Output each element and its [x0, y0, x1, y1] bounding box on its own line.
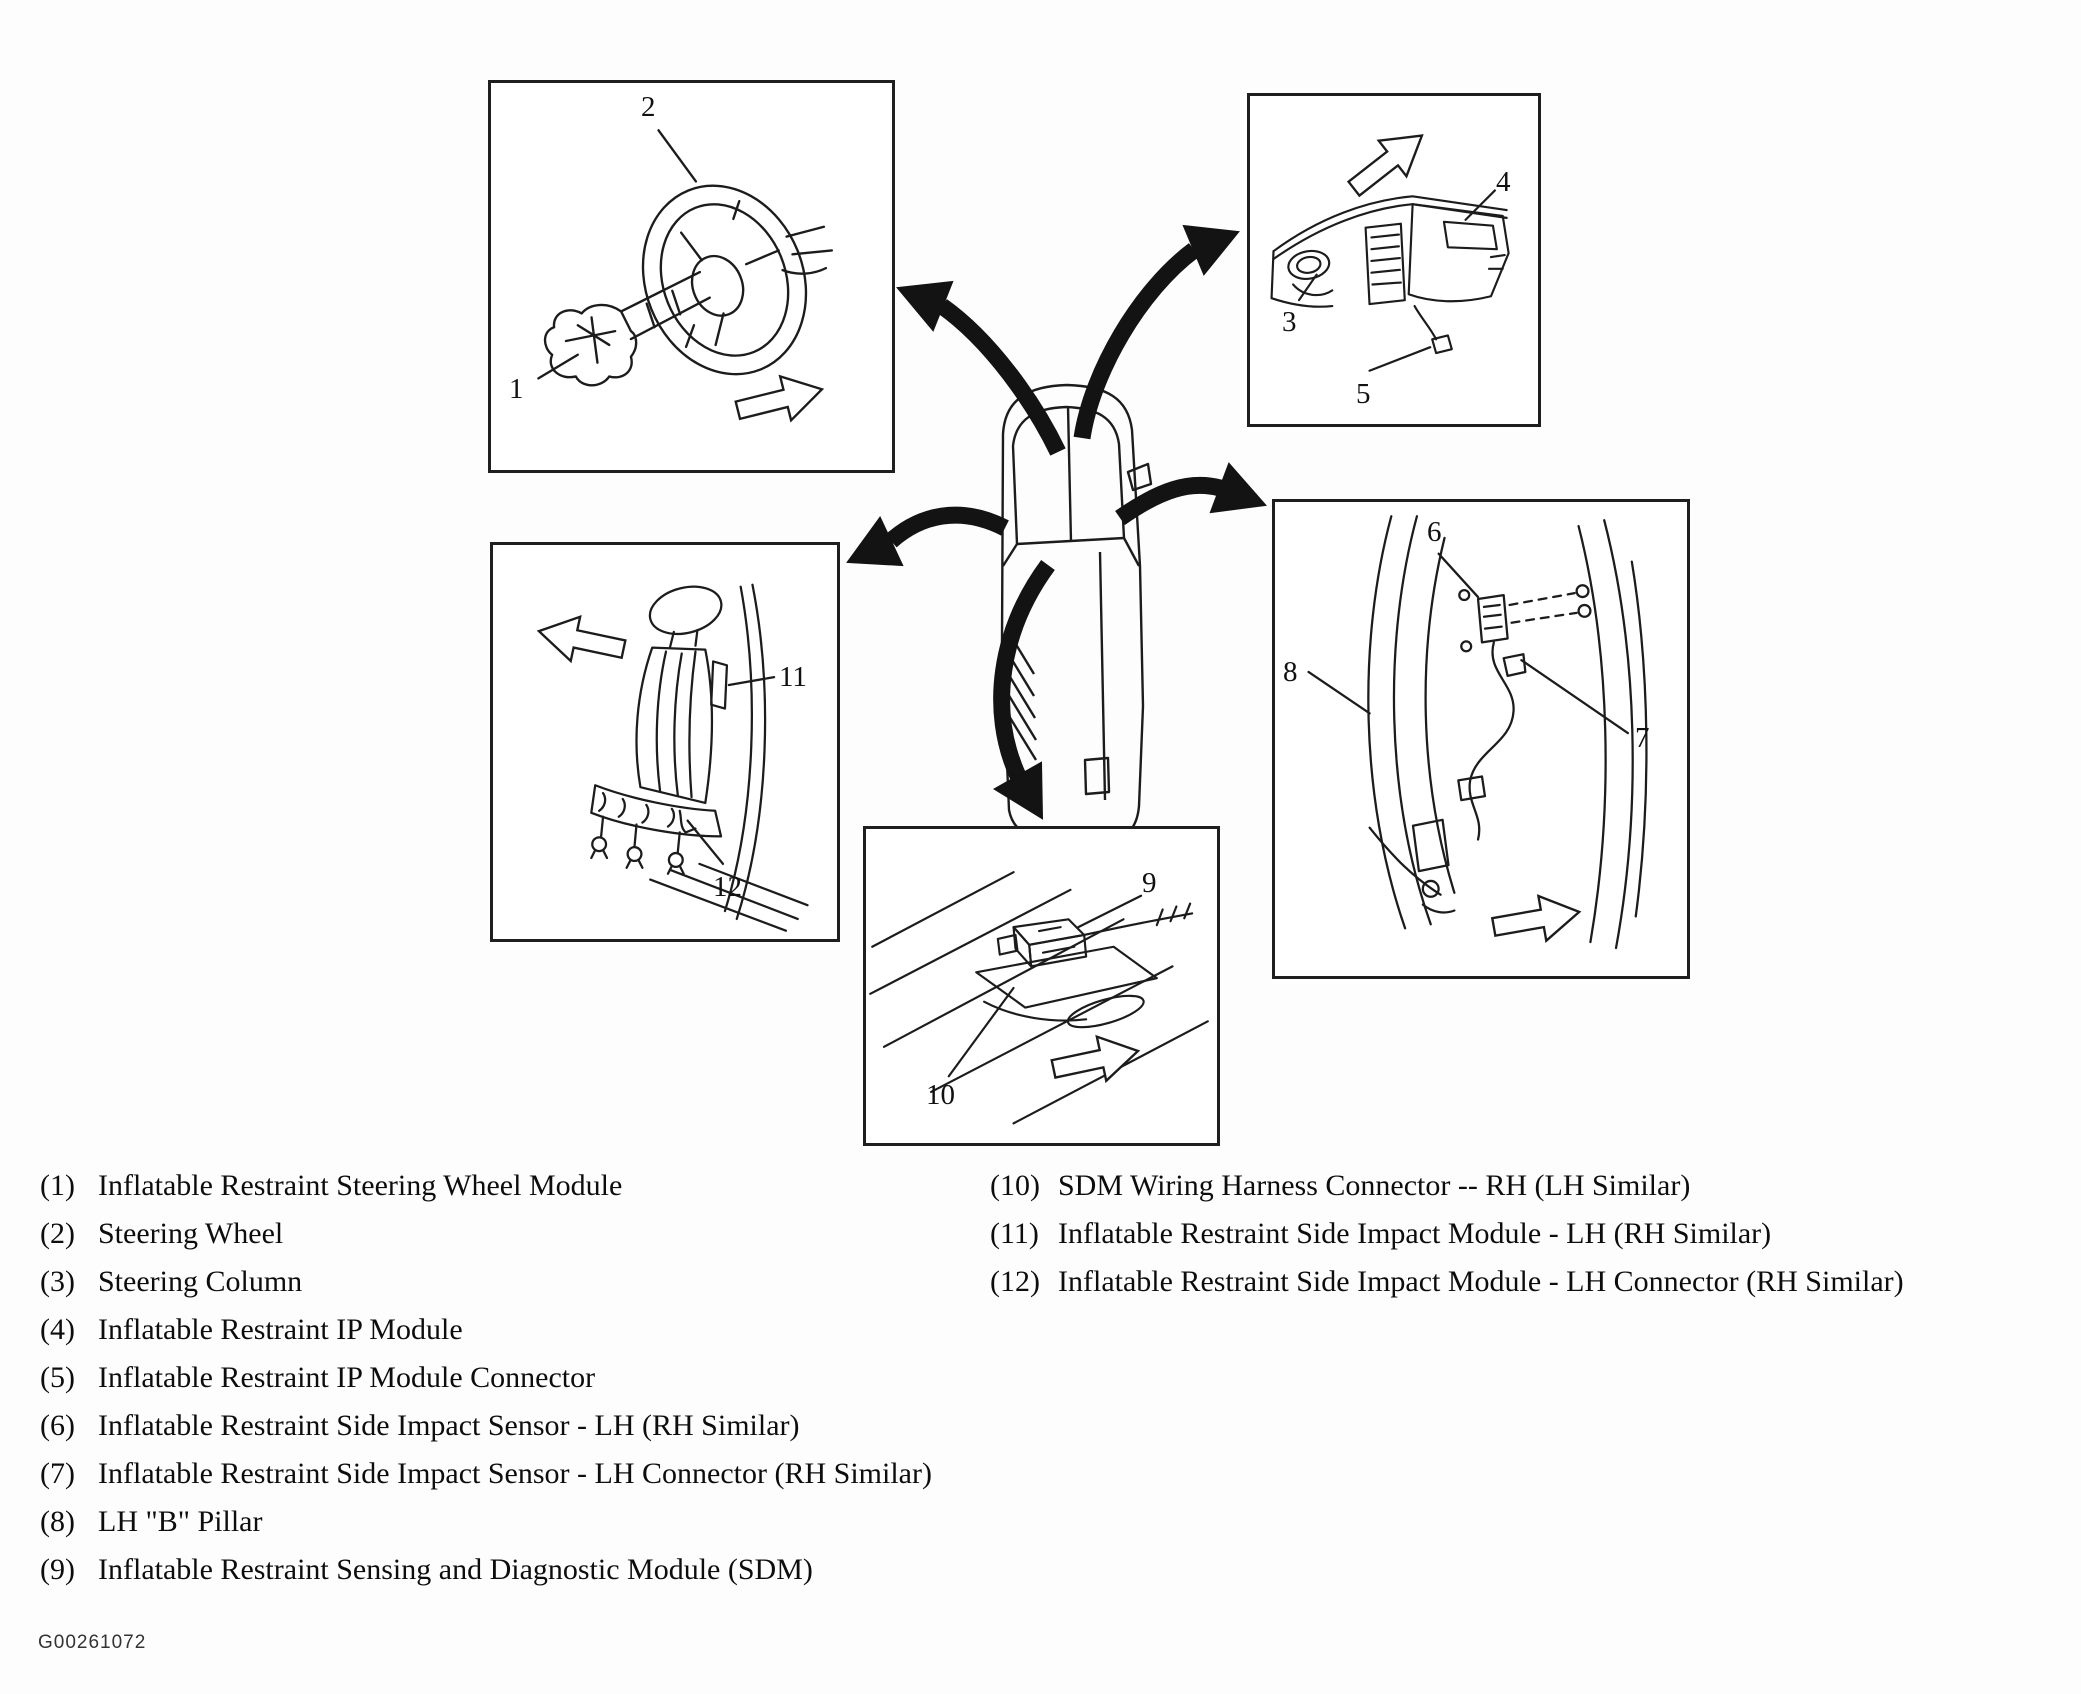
callout-3: 3 [1282, 306, 1297, 338]
legend-item-text: Inflatable Restraint Side Impact Module - LH Connector (RH Similar) [1058, 1265, 1904, 1298]
legend-item-number: (3) [40, 1265, 75, 1298]
legend-item-9 [40, 1546, 932, 1594]
direction-arrow-icon [1049, 1029, 1143, 1091]
legend-column-right [990, 1162, 1904, 1306]
leader-line-12 [688, 821, 723, 864]
callout-2: 2 [641, 91, 656, 123]
seat-illustration [493, 545, 837, 939]
figure-code: G00261072 [38, 1632, 147, 1653]
legend-item-text: LH "B" Pillar [98, 1505, 263, 1538]
ip-module [1444, 222, 1497, 249]
steering-column [621, 227, 832, 339]
inset-instrument-panel [1247, 93, 1541, 427]
legend-item-text: Steering Column [98, 1265, 303, 1298]
pointer-arrows-icon [848, 226, 1265, 818]
legend-item-text: Inflatable Restraint IP Module [98, 1313, 463, 1346]
legend-item-text: Inflatable Restraint Steering Wheel Module [98, 1169, 623, 1202]
callout-11: 11 [779, 661, 807, 693]
legend-column-left [40, 1162, 932, 1594]
legend-item-12 [990, 1258, 1904, 1306]
direction-arrow-icon [732, 367, 827, 432]
side-impact-module [711, 661, 727, 708]
steering-column-illustration [491, 83, 892, 470]
lower-anchor [1413, 820, 1454, 913]
legend-item-1 [40, 1162, 932, 1210]
inset-seat [490, 542, 840, 942]
instrument-panel [1272, 196, 1509, 353]
leader-line-7 [1521, 660, 1627, 733]
steering-wheel-module [545, 305, 636, 385]
legend-item-number: (12) [990, 1265, 1040, 1298]
legend-item-number: (8) [40, 1505, 75, 1538]
inset-sdm [863, 826, 1220, 1146]
legend-item-number: (6) [40, 1409, 75, 1442]
legend-item-number: (2) [40, 1217, 75, 1250]
legend-item-number: (4) [40, 1313, 75, 1346]
legend-item-text: Steering Wheel [98, 1217, 284, 1250]
sensor-connector [1504, 654, 1526, 676]
leader-line-8 [1309, 672, 1370, 713]
direction-arrow-icon [1490, 890, 1583, 950]
callout-9: 9 [1142, 867, 1157, 899]
direction-arrow-icon [534, 609, 628, 671]
callout-8: 8 [1283, 656, 1298, 688]
legend-item-text: Inflatable Restraint Side Impact Sensor - LH (RH Similar) [98, 1409, 800, 1442]
callout-7: 7 [1635, 722, 1650, 754]
direction-arrow-icon [1340, 118, 1436, 207]
leader-line-6 [1439, 554, 1478, 597]
inset-steering-wheel [488, 80, 895, 473]
legend-item-number: (1) [40, 1169, 75, 1202]
legend-item-number: (5) [40, 1361, 75, 1394]
legend-item-number: (9) [40, 1553, 75, 1586]
legend-item-10 [990, 1162, 1904, 1210]
steering-wheel [615, 161, 833, 399]
legend-item-text: SDM Wiring Harness Connector -- RH (LH Similar) [1058, 1169, 1691, 1202]
leader-line-10 [949, 988, 1014, 1076]
legend-item-8 [40, 1498, 932, 1546]
seat [591, 580, 727, 874]
instrument-panel-illustration [1250, 96, 1538, 424]
legend-item-5 [40, 1354, 932, 1402]
callout-4: 4 [1496, 166, 1511, 198]
legend-item-text: Inflatable Restraint Side Impact Sensor - LH Connector (RH Similar) [98, 1457, 932, 1490]
callout-10: 10 [926, 1079, 955, 1111]
legend-item-3 [40, 1258, 932, 1306]
ip-module-connector [1432, 335, 1452, 353]
floor-pan [870, 872, 1208, 1123]
leader-line-5 [1370, 347, 1431, 371]
callout-1: 1 [509, 373, 524, 405]
legend-item-7 [40, 1450, 932, 1498]
legend-item-text: Inflatable Restraint IP Module Connector [98, 1361, 596, 1394]
wiring-harness [1084, 904, 1192, 935]
legend-item-number: (11) [990, 1217, 1039, 1250]
leader-line-9 [1078, 896, 1141, 927]
callout-5: 5 [1356, 378, 1371, 410]
legend-item-4 [40, 1306, 932, 1354]
callout-12: 12 [713, 871, 742, 903]
callout-6: 6 [1427, 516, 1442, 548]
legend-item-text: Inflatable Restraint Sensing and Diagnostic Module (SDM) [98, 1553, 813, 1586]
legend-item-11 [990, 1210, 1904, 1258]
sdm-illustration [866, 829, 1217, 1143]
legend-item-6 [40, 1402, 932, 1450]
side-impact-sensor [1459, 585, 1590, 651]
sensor-harness [1458, 642, 1525, 839]
inset-b-pillar [1272, 499, 1690, 979]
legend-item-text: Inflatable Restraint Side Impact Module - LH (RH Similar) [1058, 1217, 1772, 1250]
leader-line-2 [659, 130, 696, 181]
b-pillar-illustration [1275, 502, 1687, 976]
legend-item-2 [40, 1210, 932, 1258]
legend-item-number: (7) [40, 1457, 75, 1490]
legend-item-number: (10) [990, 1169, 1040, 1202]
